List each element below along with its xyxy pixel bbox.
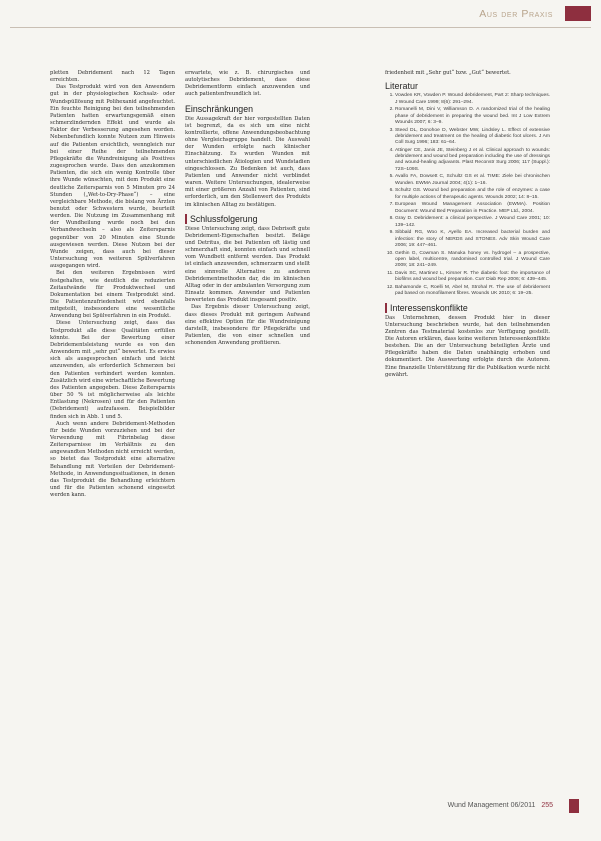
paragraph: Das Ergebnis dieser Untersuchung zeigt, dass dieses Produkt mit geringem Aufwand eine effektive Option für die Wundreinigung darstellt, insbesondere für Pflegekräfte und Patienten, die von einer schnellen und schonenden Anwendung profitieren.: [185, 304, 310, 347]
reference-item: 5. Avallo FA, Dowsett C, Schultz GS et al. TIME: Ziele bei chronischen Wunden. EWMA Journal 2004; 4(1): 1–16.: [395, 174, 550, 187]
paragraph: Diese Untersuchung zeigt, dass das Testprodukt alle diese Qualitäten erfüllen könnte. Bei der Bewertung einer Debridementsleistung wurde es von den Anwendern mit „sehr gut“ bewertet. Es erwies sich als ausgesprochen einfach und leicht anzuwenden, als erforderlich Schmerzen bei den Patienten verhindert werden konnten. Zusätzlich wird eine wirtschaftliche Bewertung des Patienten angegeben. Diese Zeitersparnis über 50 % ist möglicherweise als leichte Entlastung (Nekrosen) und für den Patienten (Debridement) aufzufassen. Beispielbilder finden sich in Abb. 1 und 5.: [50, 320, 175, 420]
paragraph: Das Testprodukt wird von den Anwendern gut in der physiologischen Kochsalz- oder Wundspüllösung mit Polihexanid angefeuchtet. Ein feuchte Reinigung bei den teilnehmenden Patienten hatten erwartungsgemäß einen schmerzlindernden Effekt und wurde als Faktor der Verbesserung angesehen worden. Nebenbefundlich konnte Nutzen zum Hinweis auf die Patienten ersichtlich, wenngleich nur bei einer Reihe der teilnehmenden Pflegekräfte die Wundreinigung als Positives zugesprochen wurde. Dass den anzukommen Patienten, die sich ein wenig Kontrolle über ihre Wunde wünschten, mit dem Produkt eine deutliche Zeitersparnis von 5 Minuten pro 24 Stunden („Wet-to-Dry-Phase“) – eine vergleichbare Methode, die bislang von Ärzten benutzt oder Schwestern wurde, beurteilt werden. Die Nutzung im Zusammenhang mit der Wundheilung wurde noch bei den Verbandwechseln – also als Zeitersparnis gegenüber von 20 Minuten eine Stunde ausgewiesen werden. Diese Nutzen bei der Wunde zeigen, dass auch bei dieser Untersuchung von weiteren Spülverfahren ausgegangen wird.: [50, 84, 175, 270]
reference-item: 7. European Wound Management Association (EWMA). Position Document: Wound Bed Preparation in Practice. MEP Ltd., 2004.: [395, 202, 550, 215]
page-footer: [448, 802, 553, 809]
reference-list: [385, 93, 550, 297]
conflict-of-interest-text: Das Unternehmen, dessen Produkt hier in dieser Untersuchung beschrieben wurde, hat den teilnehmenden Zentren das Testmaterial kostenlos zur Verfügung gestellt. Die Autoren erklären, dass keine weiteren Interessenkonflikte bestehen. Die an der Untersuchung beteiligten Ärzte und Pflegekräfte haben die Daten unabhängig erhoben und dokumentiert. Die Auswertung erfolgte durch die Autoren. Eine finanzielle Unterstützung für die Publikation wurde nicht gewährt.: [385, 314, 550, 378]
text-column-2: [185, 70, 310, 347]
text-column-1: [50, 70, 175, 499]
reference-item: 2. Romanelli M, Dini V, Williamson D. A randomized trial of the healing phase of debridement in preparing the wound bed. Int J Low Extrem Wounds 2007; 6: 3–9.: [395, 107, 550, 126]
reference-item: 12. Bahamonde C, Roelli M, Abel M, Strohal R. The use of debridement pad based on monofilament fibres. Wounds UK 2010; 6: 19–25.: [395, 285, 550, 298]
reference-item: 8. Gray D. Debridement: a clinical perspective. J Wound Care 2001; 10: 139–142.: [395, 216, 550, 229]
paragraph: Bei den weiteren Ergebnissen wird festgehalten, wie deutlich die reduzierten Zeitaufwände für Produktwechsel und Dokumentation bei einem Testprodukt sind. Die Patientenzufriedenheit wird ebenfalls mitgeteilt, insbesondere eine wesentliche Anwendung bei Spülverfahren in ein Produkt.: [50, 270, 175, 320]
reference-item: 1. Vowden KR, Vowden P. Wound debridement, Part 2: Sharp techniques. J Wound Care 1999; 8(6): 291–294.: [395, 93, 550, 106]
literature-heading: Literatur: [385, 81, 419, 92]
section-heading: Schlussfolgerung: [185, 214, 310, 224]
section-heading: Einschränkungen: [185, 103, 253, 114]
reference-item: 10. Gethin G, Cowman S. Manuka honey vs. hydrogel – a prospective, open label, multicentre, randomised controlled trial. J Wound Care 2009; 18: 241–249.: [395, 251, 550, 270]
paragraph: Auch wenn andere Debridement-Methoden für beide Wunden vorzuziehen und bei der Verwendung mit Fibrinbelag diese Zeitersparnisse im Verhältnis zu den angewandten Methoden nicht erreicht werden, so bietet das Testprodukt eine alternative Behandlung mit Vorteilen der Debridement-Methode, in Anwendungssituationen, in denen das Testprodukt die Behandlung erleichtern und für die Patienten schonend eingesetzt werden kann.: [50, 420, 175, 499]
journal-name: Wund Management 06/2011: [447, 802, 536, 809]
conflict-of-interest-heading: Interessenskonflikte: [385, 303, 550, 313]
reference-item: 6. Schultz GS. Wound bed preparation and the role of enzymes: a case for multiple actions of therapeutic agents. Wounds 2002; 14: 8–15.: [395, 188, 550, 201]
section-header: Aus der Praxis: [479, 8, 553, 20]
reference-item: 9. Sibbald RG, Woo K, Ayello EA. Increased bacterial burden and infection: the story of NERDS and STONES. Adv Skin Wound Care 2006; 19: 447–461.: [395, 230, 550, 249]
reference-item: 4. Attinger CE, Janis JE, Steinberg J et al. Clinical approach to wounds: debridement and wound bed preparation including the use of dressings and wound-healing adjuvants. Plast Reconstr Surg 2006; 117 (Suppl.): 72S–109S.: [395, 148, 550, 173]
paragraph: Die Aussagekraft der hier vorgestellten Daten ist begrenzt, da es sich um eine nicht kontrollierte, offene Anwendungsbeobachtung ohne Vergleichsgruppe handelt. Die Auswahl der Wunden erfolgte nach klinischer Einschätzung. Es wurden Wunden mit unterschiedlichen Ätiologien und Wundstadien eingeschlossen. Zu Bedenken ist auch, dass Patienten und Anwender nicht verblindet waren. Weitere Untersuchungen, idealerweise mit einer größeren Anzahl von Patienten, sind erforderlich, um den Stellenwert des Produkts im klinischen Alltag zu bestätigen.: [185, 115, 310, 208]
header-rule: [10, 27, 591, 28]
page-number: 255: [541, 802, 553, 809]
paragraph: Diese Untersuchung zeigt, dass Debrisoft gute Debridement-Eigenschaften besitzt. Beläge und Detritus, die bei Patienten oft lästig und schmerzhaft sind, konnten einfach und schnell vom Wundbett entfernt werden. Das Produkt ist einfach anzuwenden, schmerzarm und stellt eine sinnvolle Alternative zu anderen Debridementmethoden dar, die im klinischen Alltag oder in der ambulanten Versorgung zum Einsatz kommen. Anwender und Patienten bewerteten das Produkt insgesamt positiv.: [185, 225, 310, 304]
reference-item: 11. Davis SC, Martinez L, Kirsner R. The diabetic foot: the importance of biofilms and wound bed preparation. Curr Diab Rep 2006; 6: 439–445.: [395, 271, 550, 284]
intro-paragraph: friedenheit mit „Sehr gut“ bzw. „Gut“ bewertet.: [385, 70, 511, 76]
header-color-tab: [565, 6, 591, 21]
paragraph: erwartete, wie z. B. chirurgisches und autolytisches Debridement, dass diese Debridementform einfach anzuwenden und auch patientenfreundlich ist.: [185, 70, 310, 98]
reference-item: 3. Steed DL, Donohoe D, Webster MW, Lindsley L. Effect of extensive debridement and treatment on the healing of diabetic foot ulcers. J Am Coll Surg 1996; 183: 61–64.: [395, 128, 550, 147]
footer-color-tab: [569, 799, 579, 813]
text-column-3: [385, 70, 550, 379]
paragraph: pletten Debridement nach 12 Tagen erreichten.: [50, 70, 175, 84]
